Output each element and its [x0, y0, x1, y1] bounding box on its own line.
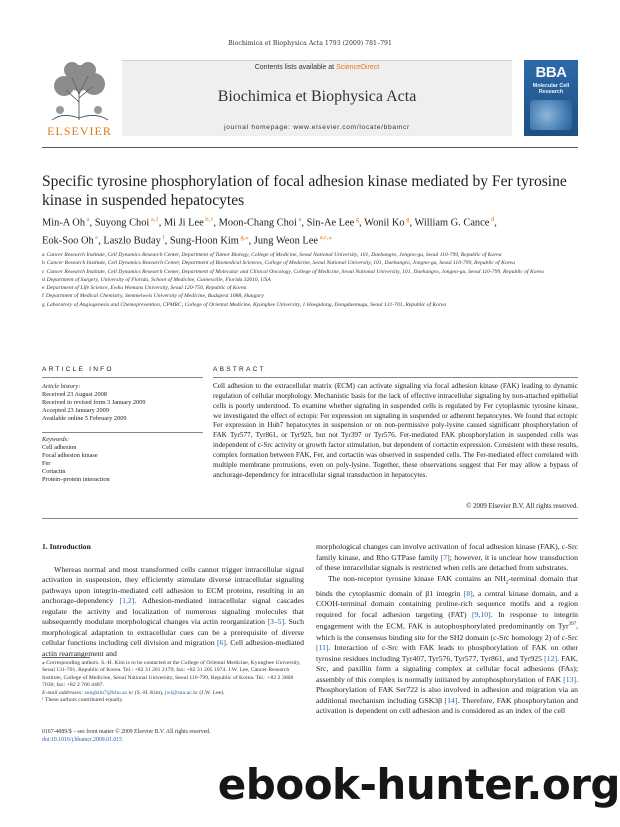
author-name: Sung-Hoon Kim — [169, 235, 239, 247]
affiliation-text: Department of Life Science, Ewha Womans University, Seoul 120-750, Republic of Korea — [46, 285, 247, 292]
section-title: 1. Introduction — [42, 542, 91, 551]
keyword-item: Fer — [42, 460, 51, 468]
affiliation-letter: a — [42, 252, 45, 258]
text-run: -terminal domain that binds the cytoplasmic domain of β1 integrin — [316, 573, 578, 598]
history-item: Received in revised form 3 January 2009 — [42, 399, 146, 407]
citation-link[interactable]: [7] — [440, 552, 450, 562]
elsevier-wordmark: ELSEVIER — [47, 124, 112, 138]
citation-link[interactable]: [9,10] — [472, 609, 491, 619]
equal-contribution-note: ¹ These authors contributed equally. — [42, 697, 124, 704]
affiliation-item — [42, 269, 578, 277]
author-separator: , — [409, 217, 415, 229]
keywords — [42, 436, 202, 485]
email-prefix: E-mail addresses: — [42, 689, 85, 696]
cover-image — [530, 100, 572, 130]
text-run: , a central kinase domain, and a COOH-terminal domain containing proline-rich sequence motifs and a region required for focal adhesion targeting (FAT) — [316, 588, 578, 619]
author-name: Wonil Ko — [364, 217, 405, 229]
running-head: Biochimica et Biophysica Acta 1793 (2009) 781–791 — [228, 40, 392, 47]
superscript: 397 — [568, 622, 577, 628]
email-link-kim[interactable]: sungkim7@khu.ac.kr — [84, 689, 134, 696]
author-separator: , — [89, 217, 95, 229]
affiliation-item — [42, 293, 578, 301]
citation-link[interactable]: [13] — [563, 674, 577, 684]
author-affiliation-mark: g — [354, 216, 360, 223]
affiliation-text: Cancer Research Institute, Cell Dynamics Research Center, Department of Biomedical Sciences, College of Medicine, Seoul National University, 101, Daehangro, Jongno-gu, Seoul 110-799, Republic of Korea — [46, 260, 515, 267]
citation-link[interactable]: [8] — [463, 588, 473, 598]
author-name: Min-A Oh — [42, 217, 86, 229]
subscript: 2 — [505, 580, 509, 586]
author-separator: , — [158, 217, 164, 229]
author-name: Mi Ji Lee — [163, 217, 204, 229]
author-separator: , — [213, 217, 219, 229]
author-list — [42, 212, 578, 249]
author-name: Jung Weon Lee — [253, 235, 318, 247]
author-name: Suyong Choi — [94, 217, 150, 229]
abstract-heading: ABSTRACT — [213, 366, 266, 373]
history-item: Received 23 August 2008 — [42, 391, 107, 399]
author-name: Laszlo Buday — [103, 235, 161, 247]
abstract-text: Cell adhesion to the extracellular matrix (ECM) can activate signaling via focal adhesion kinase (FAK) leading to dynamic regulation of cellular morphology. Mechanistic basis for the lack of effective intracellular signaling by non-attached epithelial cells is poorly understood. To examine whether signaling in suspended cells is regulated by Fer cytoplasmic tyrosine kinase, we investigated the effect of ectopic Fer expression on signaling in suspended or adherent hepatocytes. We found that ectopic Fer expression in Huh7 hepatocytes in suspension or on non-permissive poly-lysine caused significant phosphorylation of FAK Tyr577, Tyr861, or Tyr925, but not Tyr397 or Tyr576. Fer-mediated FAK phosphorylation in suspended cells was independent of c-Src activity or growth factor stimulation, but dependent of cortactin expression. Consistent with these results, complex formation between FAK, Fer, and cortactin was observed in suspended cells. The Fer-mediated effect correlated with multiple membrane protrusions, even on poly-lysine. Together, these observations suggest that Fer may allow a bypass of anchorage-dependency for intracellular signal transduction in hepatocytes. — [213, 382, 578, 479]
affiliation-text: Cancer Research Institute, Cell Dynamics Research Center, Department of Molecular and Clinical Oncology, College of Medicine, Seoul National University, 101, Daehangro, Jongno-gu, Seoul 110-799, Republic of Korea — [46, 268, 544, 275]
copyright-notice: © 2009 Elsevier B.V. All rights reserved. — [466, 503, 578, 510]
citation-link[interactable]: [11] — [316, 643, 329, 653]
text-run: , which is the consensus binding site for the SH2 domain (c-Src homology 2) of c-Src — [316, 621, 578, 642]
author-affiliation-mark: a,c,⁎ — [317, 234, 332, 242]
affiliation-letter: d — [42, 276, 45, 283]
affiliation-item — [42, 260, 578, 268]
author-name: Sin-Ae Lee — [306, 217, 355, 229]
keyword-item: Cell adhesion — [42, 444, 77, 452]
article-info-heading: ARTICLE INFO — [42, 366, 114, 373]
citation-link[interactable]: [1,2] — [119, 596, 135, 606]
text-run: . In response to integrin engagement with the ECM, FAK is autophosphorylated predominantly on Tyr — [316, 609, 578, 631]
author-name: Eok-Soo Oh — [42, 235, 94, 247]
keyword-item: Cortactin — [42, 468, 66, 476]
info-rule — [42, 377, 203, 378]
article-title: Specific tyrosine phosphorylation of focal adhesion kinase mediated by Fer tyrosine kinase in suspended hepatocytes — [42, 173, 567, 209]
email-note-lee: (J.W. Lee). — [197, 689, 225, 696]
body-column-right — [316, 542, 578, 717]
author-affiliation-mark: a — [296, 216, 302, 223]
email-link-lee[interactable]: jwl@snu.ac.kr — [164, 689, 198, 696]
keywords-label: Keywords: — [42, 436, 70, 443]
author-separator: , — [164, 235, 170, 247]
author-affiliation-mark: a — [85, 216, 90, 223]
text-run: . Interaction of c-Src with FAK leads to phosphorylation of FAK on other tyrosine residues including Tyr407, Tyr576, Tyr577, Tyr861, and Tyr925 — [316, 643, 578, 663]
keyword-item: Protein–protein interaction — [42, 476, 110, 484]
journal-homepage — [122, 124, 512, 131]
issn-line: 0167-4889/$ – see front matter © 2009 Elsevier B.V. All rights reserved. — [42, 729, 211, 735]
text-run: . FAK, Src, and paxillin form a signaling complex at cellular focal adhesions (FAs); assembly of this complex is normally initiated by autophosphorylation of FAK — [316, 653, 578, 684]
journal-title: Biochimica et Biophysica Acta — [217, 88, 417, 105]
homepage-url[interactable]: www.elsevier.com/locate/bbamcr — [293, 124, 410, 131]
affiliation-letter: f — [42, 293, 44, 300]
affiliation-text: Department of Medical Chemistry, Semmelweis University of Medicine, Budapest 1088, Hungary — [45, 293, 264, 300]
history-item: Available online 5 February 2009 — [42, 415, 127, 423]
doi-link[interactable]: doi:10.1016/j.bbamcr.2009.01.015 — [42, 737, 123, 743]
author-name: William G. Cance — [414, 217, 490, 229]
affiliation-letter: g — [42, 301, 45, 308]
citation-link[interactable]: [12] — [544, 653, 558, 663]
contents-line — [122, 64, 512, 71]
text-run: Whereas normal and most transformed cells cannot trigger intracellular signal activation in suspension, they efficiently stimulate diverse intracellular signaling pathways upon integrin-mediated cell adhesion to ECM proteins, resulting in an anchorage-dependency — [42, 564, 304, 606]
citation-link[interactable]: [14] — [444, 695, 458, 705]
author-separator: , — [494, 217, 497, 229]
affiliation-letter: b — [42, 260, 45, 267]
watermark-text: ebook-hunter.org — [217, 760, 620, 809]
text-run: ; however, it is unclear how transduction of these intracellular signals is restricted when cells are detached from substrates. — [316, 552, 579, 573]
affiliation-item — [42, 285, 578, 293]
author-affiliation-mark: g,⁎ — [238, 234, 249, 242]
author-affiliation-mark: a,1 — [149, 216, 159, 223]
affiliation-item — [42, 252, 578, 260]
author-affiliation-mark: e — [93, 234, 99, 242]
footnotes — [42, 660, 304, 704]
history-label: Article history: — [42, 383, 81, 390]
article-history — [42, 383, 202, 423]
intro-paragraph-1 — [42, 565, 304, 660]
history-item: Accepted 23 January 2009 — [42, 407, 109, 415]
author-affiliation-mark: d — [489, 216, 495, 223]
contents-prefix: Contents lists available at — [254, 64, 337, 71]
text-run: morphological changes can involve activation of focal adhesion kinase (FAK), c-Src family kinase, and Rho GTPase family — [316, 542, 578, 562]
author-separator: , — [248, 235, 254, 247]
journal-cover — [524, 60, 578, 136]
body-column-left — [42, 542, 304, 659]
affiliation-item — [42, 302, 578, 310]
intro-paragraph-2 — [316, 574, 578, 717]
intro-paragraph-1-continued — [316, 542, 578, 574]
citation-link[interactable]: [3–5] — [267, 617, 285, 627]
affiliation-letter: e — [42, 285, 45, 292]
keywords-rule — [42, 432, 203, 433]
author-name: Moon-Chang Choi — [218, 217, 297, 229]
author-affiliation-mark: f — [160, 234, 165, 242]
affiliation-letter: c — [42, 268, 45, 275]
abstract-rule — [213, 377, 578, 378]
affiliation-text: Cancer Research Institute, Cell Dynamics Research Center, Department of Tumor Biology, College of Medicine, Seoul National University, 101, Daehangro, Jongno-gu, Seoul 110-799, Republic of Korea — [46, 252, 502, 258]
corresponding-author-note: ⁎ Corresponding authors. S.-H. Kim is to be contacted at the College of Oriental Medicine, Kyunghee University, Seoul 131-701, Republic of Korea. Tel.: +82 31 201 2179; fax: +82 31 205 1074. J.W. Lee, Cancer Research Institute, College of Medicine, Seoul National University, Seoul 110-799, Republic of Korea. Tel.: +82 2 3668 7030; fax: +82 2 766 4487. — [42, 660, 301, 689]
text-run: . Phosphorylation of FAK Ser722 is also involved in adhesion and migration via an additional mechanism including GSK3β — [316, 674, 578, 705]
issn-block — [42, 728, 304, 744]
affiliation-list — [42, 252, 578, 310]
author-separator: , — [301, 217, 307, 229]
text-run: The non-receptor tyrosine kinase FAK contains an NH — [328, 573, 506, 583]
text-run: . Therefore, FAK phosphorylation and activation is dependent on cell adhesion and is considered as an index of the cell — [316, 695, 578, 716]
footnote-rule — [42, 657, 90, 658]
affiliation-text: Department of Surgery, University of Florida, School of Medicine, Gainesville, Florida 32610, USA — [46, 276, 271, 283]
author-affiliation-mark: g — [404, 216, 410, 223]
author-separator: , — [98, 235, 104, 247]
homepage-prefix: journal homepage: — [224, 124, 294, 131]
sciencedirect-link[interactable]: ScienceDirect — [336, 64, 380, 71]
affiliation-text: Laboratory of Angiogenesis and Chemoprevention, CPMRC, College of Oriental Medicine, Kyunghee University, 1 Hoegidong, Dongdaemugu, Seoul 131-701, Republic of Korea — [46, 301, 447, 308]
email-note — [42, 690, 304, 697]
email-note-kim: (S.-H. Kim), — [133, 689, 165, 696]
cover-title: BBA — [535, 64, 567, 81]
text-run: . Such morphological adaptation to extracellular cues can be a prerequisite of diverse cellular functions including cell division and migration — [42, 617, 304, 648]
header-rule — [42, 147, 578, 148]
citation-link[interactable]: [6] — [216, 638, 226, 648]
keyword-item: Focal adhesion kinase — [42, 452, 98, 460]
cover-subtitle: Molecular Cell Research — [532, 83, 570, 95]
author-affiliation-mark: b,1 — [203, 216, 214, 223]
affiliation-item — [42, 277, 578, 285]
text-run: . Adhesion-mediated intracellular signal cascades regulate the activity and localization of numerous signaling molecules that subsequently modulate morphological changes via actin reorganization — [42, 596, 304, 627]
abstract-bottom-rule — [42, 518, 578, 519]
text-run: . Cell adhesion-mediated actin rearrangement and — [42, 638, 304, 658]
author-separator: , — [359, 217, 365, 229]
